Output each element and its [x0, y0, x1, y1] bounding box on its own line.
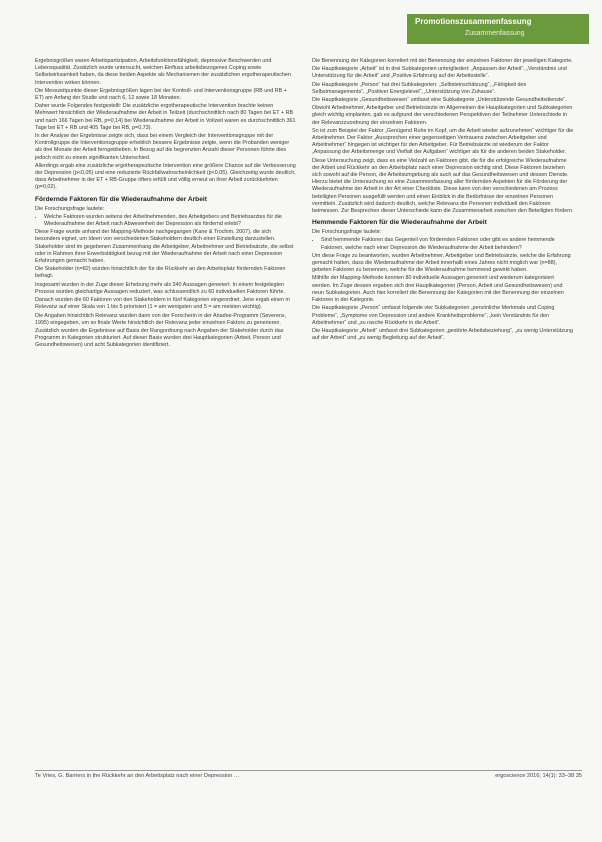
header-title: Promotionszusammenfassung [415, 17, 532, 26]
paragraph: Die Hauptkategorie „Gesundheitswesen“ umfasst eine Subkategorie „Unterstützende Gesundheitsdienste“. [312, 97, 567, 104]
paragraph: Die Forschungsfrage lautete: [35, 205, 105, 212]
paragraph: Ergebnisgrößen waren Arbeitspartizipation, Arbeitsfunktionsfähigkeit, depressive Beschwerden und Lebensqualität. Zusätzlich wurde untersucht, welchen Einfluss arbeitsbezogenes Coping sowie Selbstwirksamkeit haben, da diese beiden Aspekte als Mechanismen der zusätzlichen ergotherapeutischen Intervention wirken können. [35, 58, 291, 86]
paragraph: Die Benennung der Kategorien korreliert mit der Benennung der einzelnen Faktoren der jeweiligen Kategorie. [312, 58, 573, 64]
paragraph: Mithilfe der Mapping-Methode konnten 80 individuelle Aussagen generiert und wiederum kategorisiert werden. Im Zuge dessen ergaben sich drei Hauptkategorien (Person, Arbeit und Gesundheitswesen) und neun Subkategorien. Auch hier korreliert die Benennung der Kategorien mit der Benennung der einzelnen Faktoren in der Kategorie. [312, 275, 564, 304]
section-heading: Hemmende Faktoren für die Wiederaufnahme der Arbeit [312, 219, 487, 227]
left-column [35, 58, 297, 351]
footer-page-info: ergoscience 2016; 14(1): 33–38 35 [495, 773, 582, 779]
paragraph: In der Analyse der Ergebnisse zeigte sich, dass bei einem Vergleich der Interventionsgruppe mit der Kontrollgruppe die Interventionsgruppe erheblich bessere Ergebnisse zeigte, wenn die Probanden weniger als drei Monate der Arbeit ferngeblieben. In Bezug auf die begrenzten Anzahl dieser Personen führte dies jedoch nicht zu einem signifikanten Unterschied. [35, 133, 290, 161]
paragraph: Die Hauptkategorie „Person“ hat drei Subkategorien: „Selbsteinschätzung“, „Fähigkeit des Selbstmanagements“, „Positiver Energielevel“, „Unterstützung von Zuhause“. [312, 81, 527, 95]
header-box [407, 14, 589, 44]
paragraph: Die Hauptkategorie „Person“ umfasst folgende vier Subkategorien „persönliche Merkmale und Coping Probleme“, „Symptome von Depression und andere Krankheitsprobleme“, „kein Verständnis für den Arbeitnehmer“ und „zu rasche Rückkehr in die Arbeit“. [312, 305, 555, 326]
paragraph: Insgesamt wurden in der Zuge dieser Erhebung mehr als 340 Aussagen generiert. In einem festgelegten Prozess wurden gleichartige Aussagen reduziert, was schlussendlich zu 60 individuellen Faktoren führte. [35, 281, 285, 295]
paragraph: So ist zum Beispiel der Faktor „Genügend Ruhe im Kopf, um die Arbeit wieder aufzunehmen“ wichtiger für die Arbeitnehmer. Der Faktor „Aussprechen einer gegenseitigen Vertrauens zwischen Arbeitgeber und Arbeitnehmer“ hingegen ist wichtiger für den Arbeitgeber. Für Betriebsärzte ist wiederum der Faktor „Anpassung der Arbeitsmenge und Vielfalt der Aufgaben“ wichtiger als für die anderen beiden Stakeholder. [312, 127, 574, 156]
right-column [312, 58, 574, 343]
paragraph: Diese Untersuchung zeigt, dass es eine Vielzahl an Faktoren gibt, die für die erfolgreiche Wiederaufnahme der Arbeit und Rückkehr an den Arbeitsplatz nach einer Depression wichtig sind. Diese Faktoren beziehen sich sowohl auf die Person, die Arbeitsumgebung als auch auf das Gesundheitswesen und dessen Dienste. Hierzu bietet die Untersuchung so eine Zusammenfassung aller fördernden Aspekten für die Förderung der Wiederaufnahme der Arbeit in der Art einer Checkliste. Diese kann von den verschiedenen am Prozess beteiligten Personen ausgefüllt werden und einen Einblick in die Bedürfnisse der einzelnen Personen vermitteln. Zusätzlich wird dadurch deutlich, welche Relevanz die Personen individuell den Faktoren beimessen. Zur Besprechen dieser Unterschiede kann die Zusammenarbeit zwischen den Beteiligten fördern. [312, 157, 574, 215]
paragraph: Zusätzlich wurden die Ergebnisse auf Basis der Rangordnung nach Angaben der Stakeholder durch das Programm in Kategorien strukturiert. Auf dieser Basis wurden drei Hauptkategorien (Arbeit, Person und Gesundheitswesen) und acht Subkategorien identifiziert. [35, 327, 284, 349]
paragraph: Die Forschungsfrage lautete: [312, 229, 382, 236]
paragraph: Diese Frage wurde anhand der Mapping-Methode nachgegangen (Kane & Trochim, 2007), die sich besonders eignet, um Ideen von verschiedenen Stakeholdern deutlich einer Einstellung darzustellen. Stakeholder sind im gegebenen Zusammenhang die Arbeitgeber, Arbeitnehmer und Betriebsärzte, die selbst oder in Rahmen ihrer Erwerbstätigkeit bezug mit der Wiederaufnahme der Arbeit nach einer Depression Erfahrungen gemacht haben. [35, 229, 294, 265]
header-subtitle: Zusammenfassung [465, 30, 525, 37]
bullet-list [312, 237, 574, 251]
paragraph: Die Stakeholder (n=82) wurden hinsichtlich der für die Rückkehr an den Arbeitsplatz fördernden Faktoren befragt. [35, 266, 286, 280]
bullet-list [35, 214, 297, 228]
section-heading: Fördernde Faktoren für die Wiederaufnahme der Arbeit [35, 195, 207, 203]
paragraph: Allerdings ergab eine zusätzliche ergotherapeutische Intervention eine größere Chance auf die Verbesserung der Depression (p<0,05) und eine reduzierte Rückfallwahrscheinlichkeit (p<0,05). Gleichzeitig wurde deutlich, dass Arbeitnehmer in der ET + RB-Gruppe öfters erfüllt und völlig erneut an ihrer Arbeit zurückkehrten (p=0,02). [35, 162, 296, 191]
paragraph: Die Hauptkategorie „Arbeit“ umfasst drei Subkategorien „gestörte Arbeitsbeziehung“, „zu wenig Unterstützung auf der Arbeit“ und „zu wenig Begleitung auf der Arbeit“. [312, 327, 573, 342]
paragraph: Die Angaben hinsichtlich Relevanz wurden dann von der Forscherin in der Ariadne-Programm (Severens, 1995) eingegeben, um so finale Werte hinsichtlich der Relevanz jeder einzelnen Faktors zu generieren. [35, 312, 287, 326]
footer-divider [35, 770, 582, 771]
paragraph: Obwohl Arbeitnehmer, Arbeitgeber und Betriebsärzte im Allgemeinen die Hauptkategorien und Subkategorien gleich wichtig einplanten, gab es aufgrund der verschiedenen Perspektiven der Teilnehmer Unterschiede in der Relevanzzuordnung der einzelnen Faktoren. [312, 105, 573, 126]
paragraph: Danach wurden die 60 Faktoren von den Stakeholdern in fünf Kategorien eingeordnet. Jene ergab einen in Relevanz auf einer Skala von 1 bis 5 priorisiert (1 = am wenigsten und 5 = am meisten wichtig). [35, 297, 290, 311]
paragraph: Um diese Frage zu beantworten, wurden Arbeitnehmer, Arbeitgeber und Betriebsärzte, welche die Erfahrung gemacht hatten, dass die Wiederaufnahme der Arbeit innerhalb eines Jahres nicht möglich war (n=88), gebeten Faktoren zu benennen, welche für die Wiederaufnahme hemmend gewirkt haben. [312, 252, 571, 274]
paragraph: Daher wurde Folgendes festgestellt: Die zusätzliche ergotherapeutische Intervention brachte keinen Mehrwert hinsichtlich der Wiederaufnahme der Arbeit in Teilzeit (durchschnittlich nach 80 Tagen bei ET + RB und nach 166 Tagen bei RB, p=0,14) bei Wiederaufnahme der Arbeit in Vollzeit waren es durchschnittlich 361 Tage bei ET + RB und 405 Tage bei RB, p=0,73). [35, 103, 296, 131]
paragraph: Die Messzeitpunkte dieser Ergebnisgrößen lagen bei der Kontroll- und Interventionsgruppe (RB und RB + ET) am Anfang der Studie und nach 6, 12 sowie 18 Monaten. [35, 87, 287, 102]
footer-citation: Te Vries, G. Barriers in the Rückkehr an den Arbeitsplatz nach einer Depression … [35, 773, 240, 779]
paragraph: Die Hauptkategorie „Arbeit“ ist in drei Subkategorien untergliedert: „Anpassen der Arbeit“, „Verständnis und Unterstützung für die Arbeit“ und „Positive Erfahrung auf der Arbeitsstelle“. [312, 66, 567, 80]
list-item: • Welche Faktoren wurden seitens der Arbeitnehmenden, des Arbeitgebers und Betriebsarztes für die Wiederaufnahme der Arbeit nach Abwesenheit der Depression als fördernd erlebt? [44, 214, 297, 228]
list-item: • Sind hemmende Faktoren das Gegenteil von fördernden Faktoren oder gibt es andere hemmende Faktoren, welche nach einer Depression die Wiederaufnahme der Arbeit behindern? [321, 237, 574, 251]
